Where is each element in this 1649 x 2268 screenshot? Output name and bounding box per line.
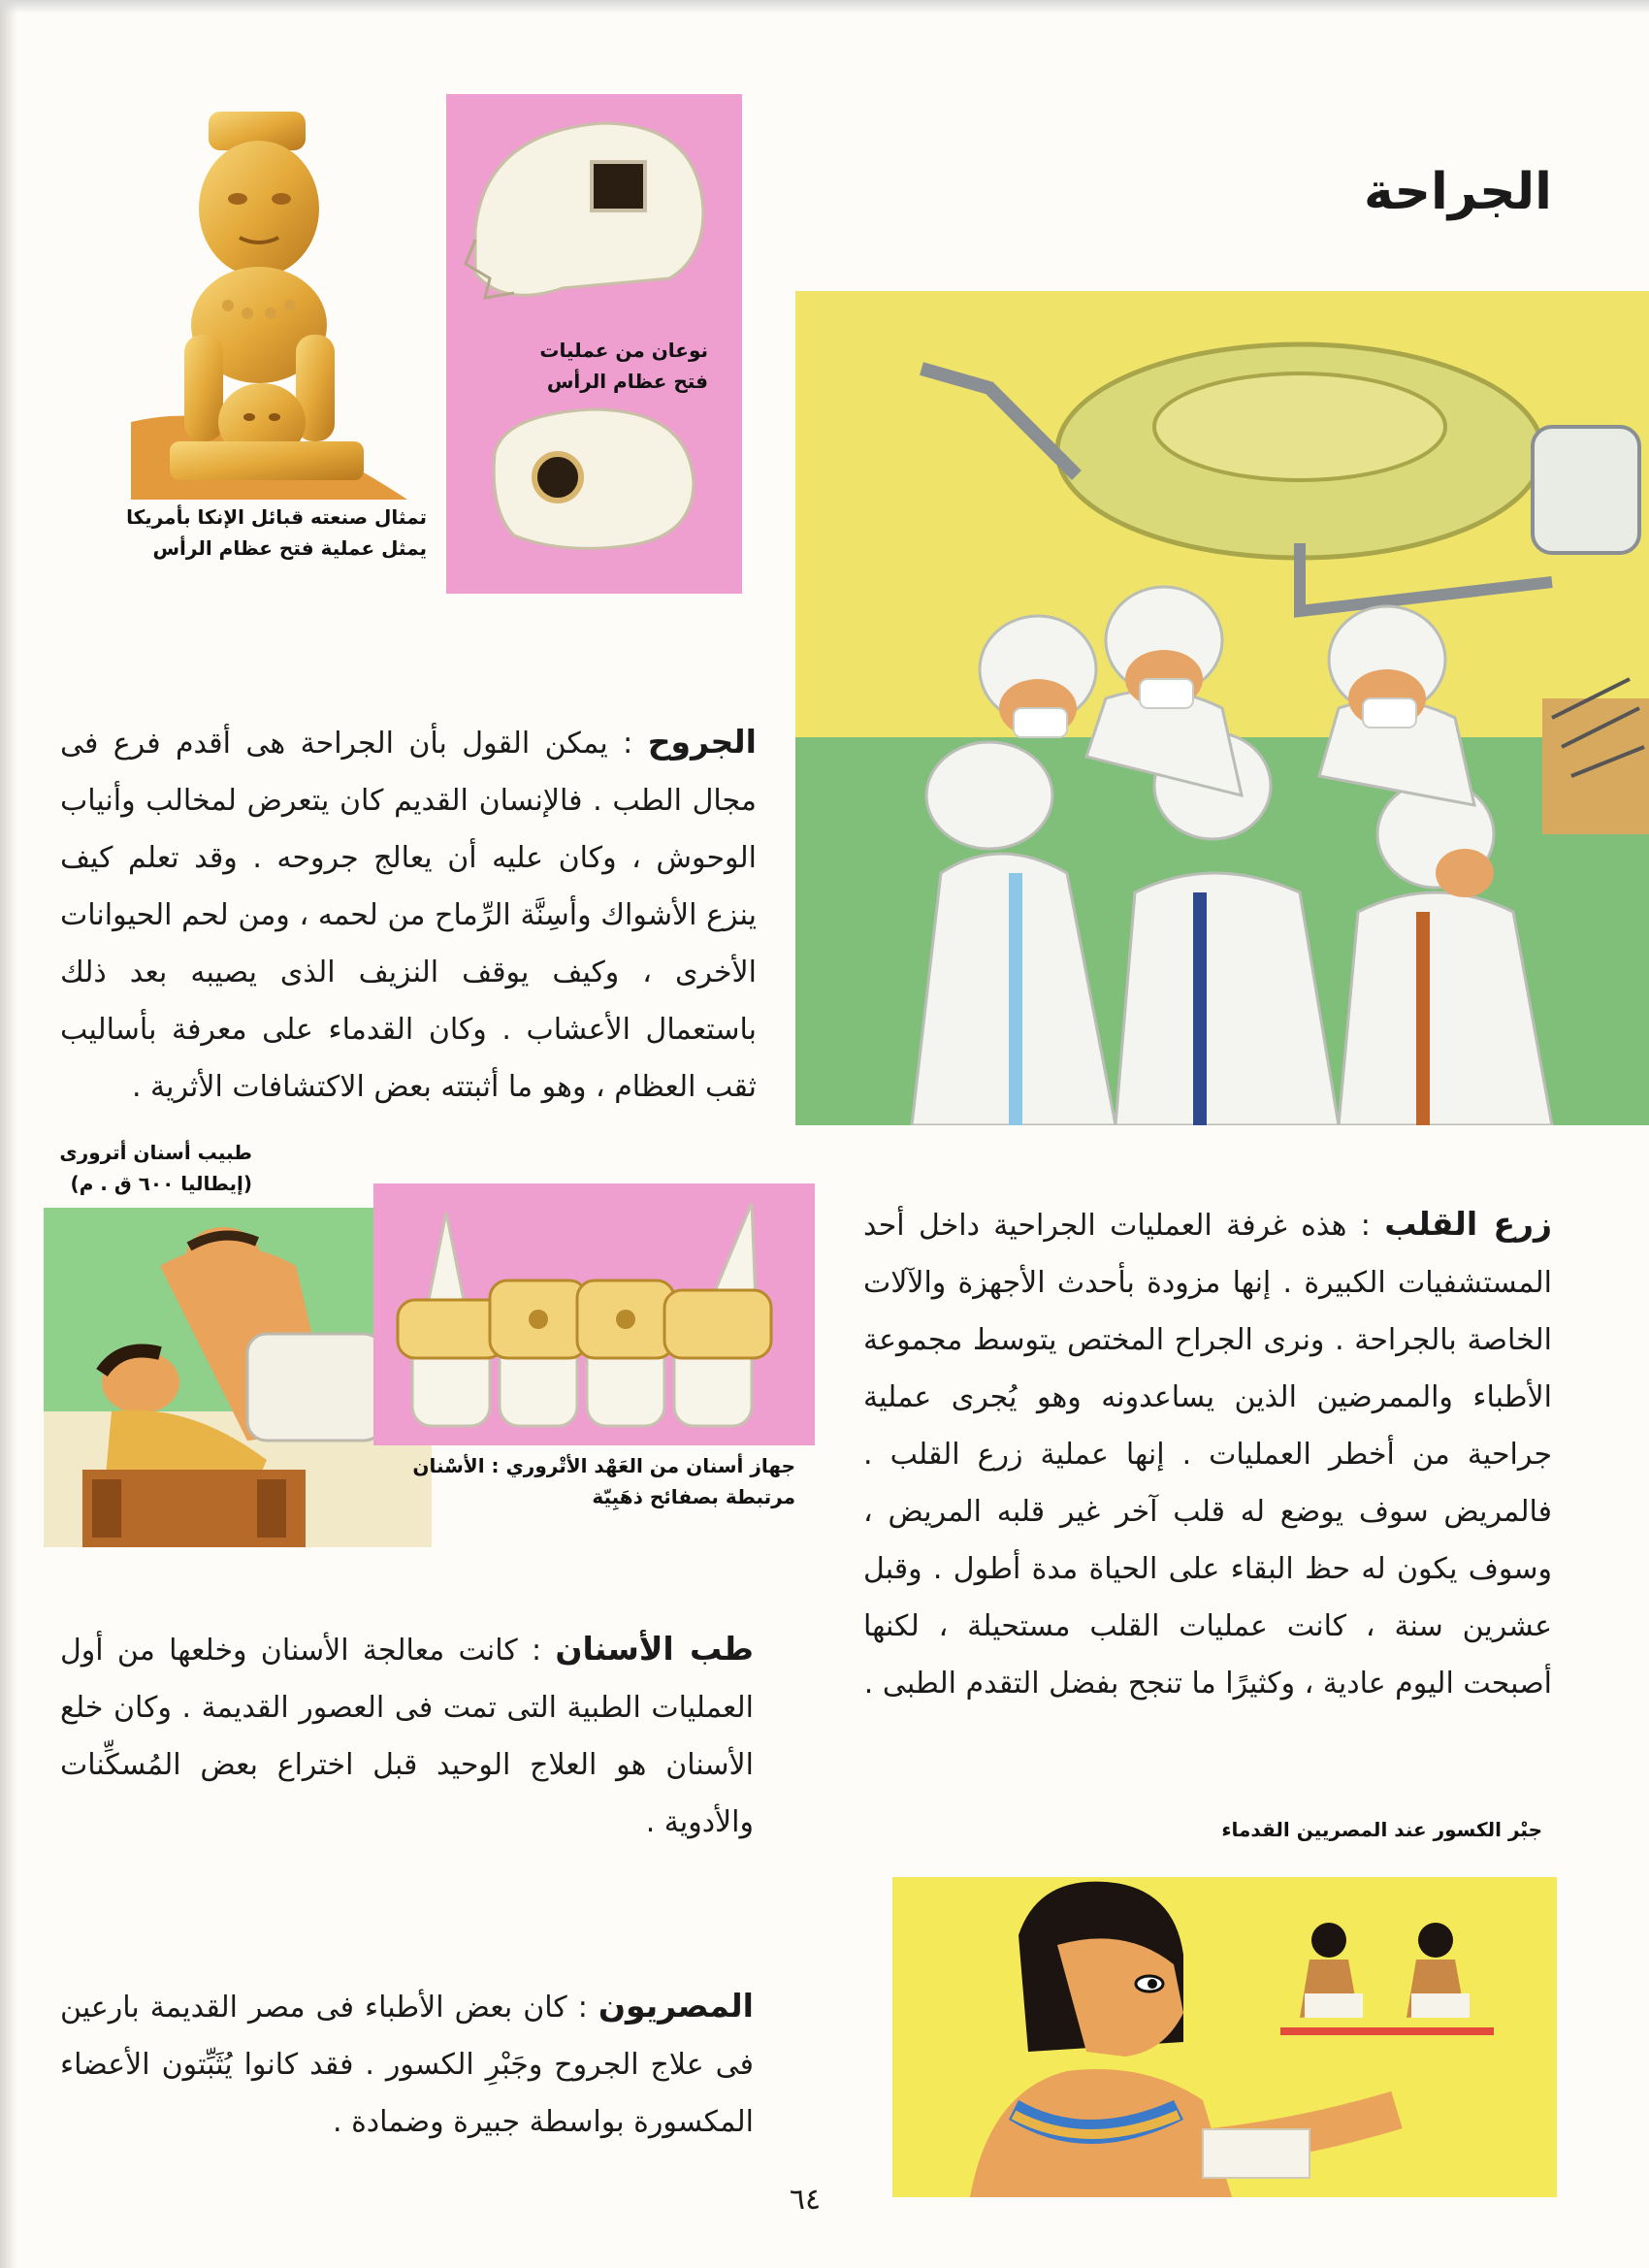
inca-statue-caption [107, 502, 427, 564]
teeth-drawing [373, 1183, 815, 1445]
skull-caption-line-1: نوعان من عمليات [539, 339, 708, 362]
inca-statue-drawing [131, 102, 407, 500]
wounds-heading: الجروح [647, 723, 757, 761]
wounds-text: يمكن القول بأن الجراحة هى أقدم فرع فى مجال الطب . فالإنسان القديم كان يتعرض لمخالب وأنياب الوحوش ، وكان عليه أن يعالج جروحه . وقد تعلم كيف ينزع الأشواك وأسِنَّة الرِّماح من لحمه ، ومن لحم الحيوانات الأخرى ، وكيف يوقف النزيف الذى يصيبه بعد ذلك باستعمال الأعشاب . وكان القدماء على معرفة بأساليب ثقب العظام ، وهو ما أثبتته بعض الاكتشافات الأثرية . [60, 727, 757, 1104]
surgeons-drawing [795, 291, 1649, 1125]
operating-room-illustration [795, 291, 1649, 1125]
dentistry-heading: طب الأسنان [555, 1630, 754, 1668]
dental-device-illustration [373, 1183, 815, 1445]
heart-transplant-section [863, 1195, 1552, 1712]
egyptians-colon: : [566, 1991, 588, 2025]
dental-caption-line-2: مرتبطة بصفائح ذهَبِيّة [592, 1485, 795, 1508]
dentist-caption-line-2: (إيطاليا ٦٠٠ ق . م) [70, 1172, 252, 1195]
dentist-caption-line-1: طبيب أسنان أترورى [59, 1141, 252, 1164]
inca-statue-illustration [131, 102, 407, 500]
egyptian-illustration [892, 1877, 1557, 2197]
egyptians-section [60, 1977, 754, 2151]
egyptian-caption-line-1: جبْر الكسور عند المصريين القدماء [1221, 1818, 1542, 1841]
scan-top-shadow [0, 0, 1649, 14]
wounds-colon: : [607, 727, 633, 761]
egyptian-fractures-caption [1145, 1814, 1542, 1845]
inca-caption-line-1: تمثال صنعته قبائل الإنكا بأمريكا [126, 505, 427, 529]
egyptians-heading: المصريون [598, 1987, 754, 2025]
page-title: الجراحة [1363, 163, 1552, 221]
skull-caption-line-2: فتح عظام الرأس [546, 370, 708, 393]
heart-transplant-colon: : [1346, 1209, 1371, 1243]
dentistry-text: كانت معالجة الأسنان وخلعها من أول العمليات الطبية التى تمت فى العصور القديمة . وكان خلع الأسنان هو العلاج الوحيد قبل اختراع بعض المُسكِّنات والأدوية . [60, 1634, 754, 1839]
egyptians-text: كان بعض الأطباء فى مصر القديمة بارعين فى علاج الجروح وجَبْرِ الكسور . فقد كانوا يُثَبِّتون الأعضاء المكسورة بواسطة جبيرة وضمادة . [60, 1991, 754, 2139]
heart-transplant-text: هذه غرفة العمليات الجراحية داخل أحد المستشفيات الكبيرة . إنها مزودة بأحدث الأجهزة والآلات الخاصة بالجراحة . ونرى الجراح المختص يتوسط مجموعة الأطباء والممرضين الذين يساعدونه وهو يُجرى عملية جراحية من أخطر العمليات . إنها عملية زرع القلب . فالمريض سوف يوضع له قلب آخر غير قلبه المريض ، وسوف يكون له حظ البقاء على الحياة مدة أطول . وقبل عشرين سنة ، كانت عمليات القلب مستحيلة ، لكنها أصبحت اليوم عادية ، وكثيرًا ما تنجح بفضل التقدم الطبى . [863, 1209, 1552, 1701]
page-number: ٦٤ [789, 2183, 822, 2217]
book-spine-shadow [0, 0, 17, 2268]
dentistry-section [60, 1620, 754, 1851]
dental-caption-line-1: جهاز أسنان من العَهْد الأتْروري : الأسْنان [412, 1454, 795, 1477]
heart-transplant-heading: زرع القلب [1384, 1205, 1552, 1243]
etruscan-dentist-caption [58, 1137, 252, 1199]
wounds-section [60, 713, 757, 1116]
dental-device-caption [407, 1450, 795, 1512]
skull-operations-caption [524, 335, 708, 397]
inca-caption-line-2: يمثل عملية فتح عظام الرأس [152, 536, 427, 560]
dentistry-colon: : [517, 1634, 542, 1668]
egyptians-drawing [892, 1877, 1557, 2197]
